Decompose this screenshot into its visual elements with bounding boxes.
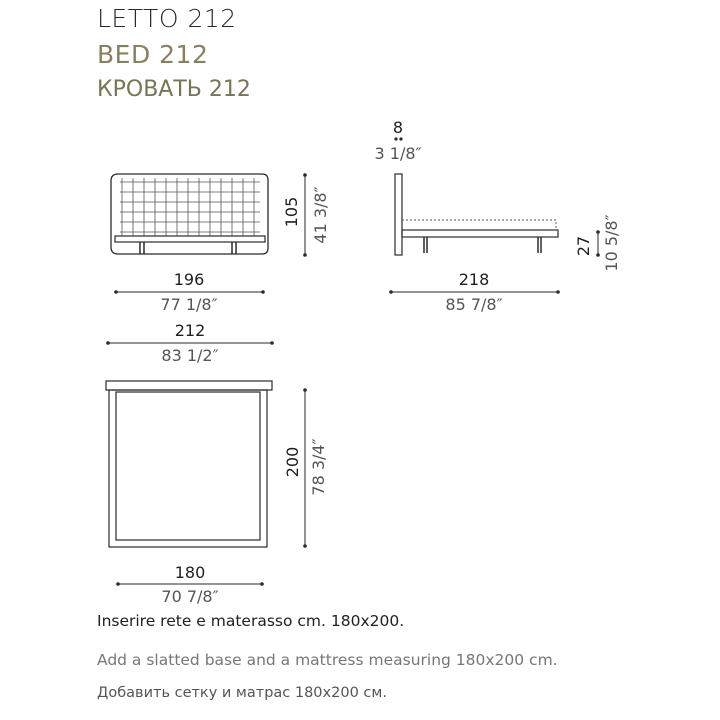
- dim-top-length: [283, 388, 328, 548]
- note-italian: Inserire rete e materasso cm. 180x200.: [97, 612, 405, 630]
- front-view: [111, 174, 268, 254]
- dim-front-height: [282, 173, 330, 257]
- top-length-in: 78 3/4″: [309, 438, 328, 496]
- top-inner-width-cm: 180: [174, 563, 206, 582]
- top-length-cm: 200: [283, 446, 302, 478]
- front-frame: [115, 236, 265, 242]
- note-russian: Добавить сетку и матрас 180x200 см.: [97, 685, 387, 701]
- dim-side-thickness: [375, 118, 422, 163]
- title-english: BED 212: [97, 40, 209, 69]
- side-thickness-in: 3 1/8″: [374, 144, 422, 163]
- side-mattress: [402, 220, 556, 230]
- side-length-cm: 218: [458, 270, 490, 289]
- dim-side-length: [389, 270, 560, 314]
- side-height-cm: 27: [574, 235, 593, 257]
- title-italian: LETTO 212: [97, 4, 237, 33]
- front-height-in: 41 3/8″: [311, 186, 330, 244]
- headboard-quilting: [120, 178, 260, 236]
- dim-side-height: [574, 214, 621, 271]
- title-russian: КРОВАТЬ 212: [97, 77, 251, 102]
- note-english: Add a slatted base and a mattress measuring 180x200 cm.: [97, 651, 558, 669]
- top-mattress-area: [116, 392, 260, 540]
- side-view: [395, 174, 558, 255]
- side-height-in: 10 5/8″: [602, 214, 621, 272]
- front-width-in: 77 1/8″: [160, 295, 218, 314]
- top-inner-width-in: 70 7/8″: [161, 587, 219, 606]
- side-headboard: [395, 174, 402, 255]
- top-view: [106, 381, 272, 547]
- front-width-cm: 196: [173, 270, 205, 289]
- top-headboard: [106, 381, 272, 390]
- dim-front-width: [114, 270, 265, 314]
- dim-top-inner-width: [116, 563, 264, 606]
- top-width-cm: 212: [174, 321, 206, 340]
- side-frame: [402, 230, 558, 237]
- front-height-cm: 105: [282, 196, 301, 228]
- top-frame-outer: [109, 390, 267, 547]
- top-width-in: 83 1/2″: [161, 346, 219, 365]
- dim-top-width: [106, 321, 274, 365]
- side-thickness-cm: 8: [392, 118, 404, 137]
- side-length-in: 85 7/8″: [445, 295, 503, 314]
